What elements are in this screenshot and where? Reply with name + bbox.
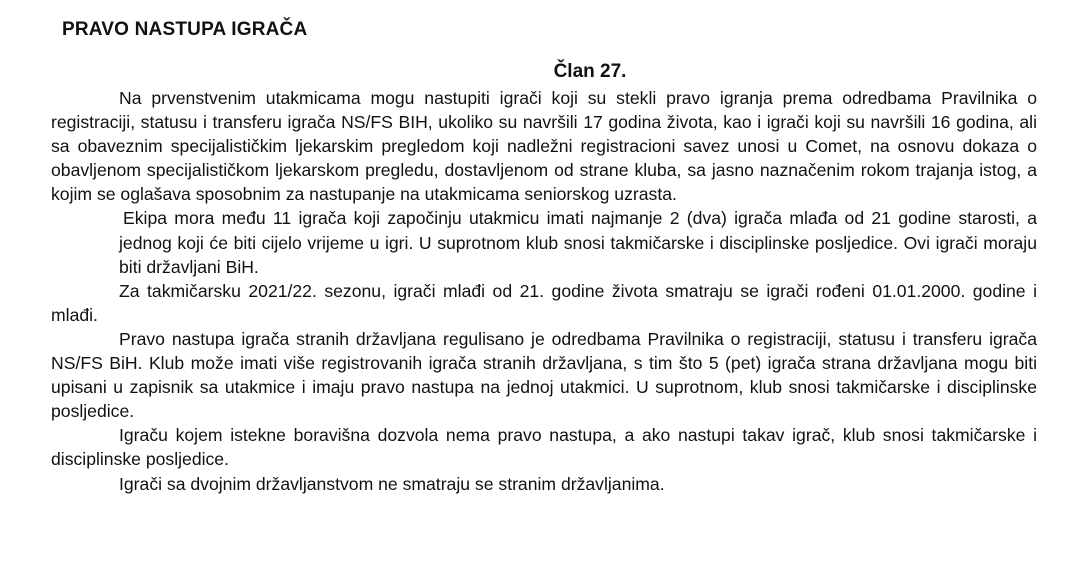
section-title: PRAVO NASTUPA IGRAČA: [62, 19, 308, 40]
paragraph-team-u21-requirement: Ekipa mora među 11 igrača koji započinju utakmicu imati najmanje 2 (dva) igrača mlađa od 21 godine starosti, a jednog koji će biti cijelo vrijeme u igri. U suprotnom klub snosi takmičarske i disciplinske posljedice. Ovi igrači moraju biti državljani BiH.: [119, 208, 1037, 277]
article-body: [51, 86, 1037, 496]
paragraph-residence-permit: Igraču kojem istekne boravišna dozvola nema pravo nastupa, a ako nastupi takav igrač, klub snosi takmičarske i disciplinske posljedice.: [51, 425, 1037, 470]
paragraph-dual-citizenship: Igrači sa dvojnim državljanstvom ne smatraju se stranim državljanima.: [119, 473, 665, 494]
paragraph-season-u21-definition: Za takmičarsku 2021/22. sezonu, igrači mlađi od 21. godine života smatraju se igrači rođeni 01.01.2000. godine i mlađi.: [51, 280, 1037, 325]
paragraph-foreign-players: Pravo nastupa igrača stranih državljana regulisano je odredbama Pravilnika o registraciji, statusu i transferu igrača NS/FS BiH. Klub može imati više registrovanih igrača stranih državljana, s tim što 5 (pet) igrača strana državljana mogu biti upisani u zapisnik sa utakmice i imaju pravo nastupa na jednoj utakmici. U suprotnom, klub snosi takmičarske i disciplinske posljedice.: [51, 328, 1037, 422]
article-title: Član 27.: [553, 61, 627, 82]
paragraph-eligibility-age: Na prvenstvenim utakmicama mogu nastupiti igrači koji su stekli pravo igranja prema odredbama Pravilnika o registraciji, statusu i transferu igrača NS/FS BIH, ukoliko su navršili 17 godina života, kao i igrači koji su navršili 16 godina, ali sa obaveznim specijalističkim ljekarskim pregledom koji nadležni registracioni savez unosi u Comet, na osnovu dokaza o obavljenom specijalističkom ljekarskom pregledu, dostavljenom od strane kluba, sa jasno naznačenim rokom trajanja istog, a kojim se oglašava sposobnim za nastupanje na utakmicama seniorskog uzrasta.: [51, 88, 1037, 205]
